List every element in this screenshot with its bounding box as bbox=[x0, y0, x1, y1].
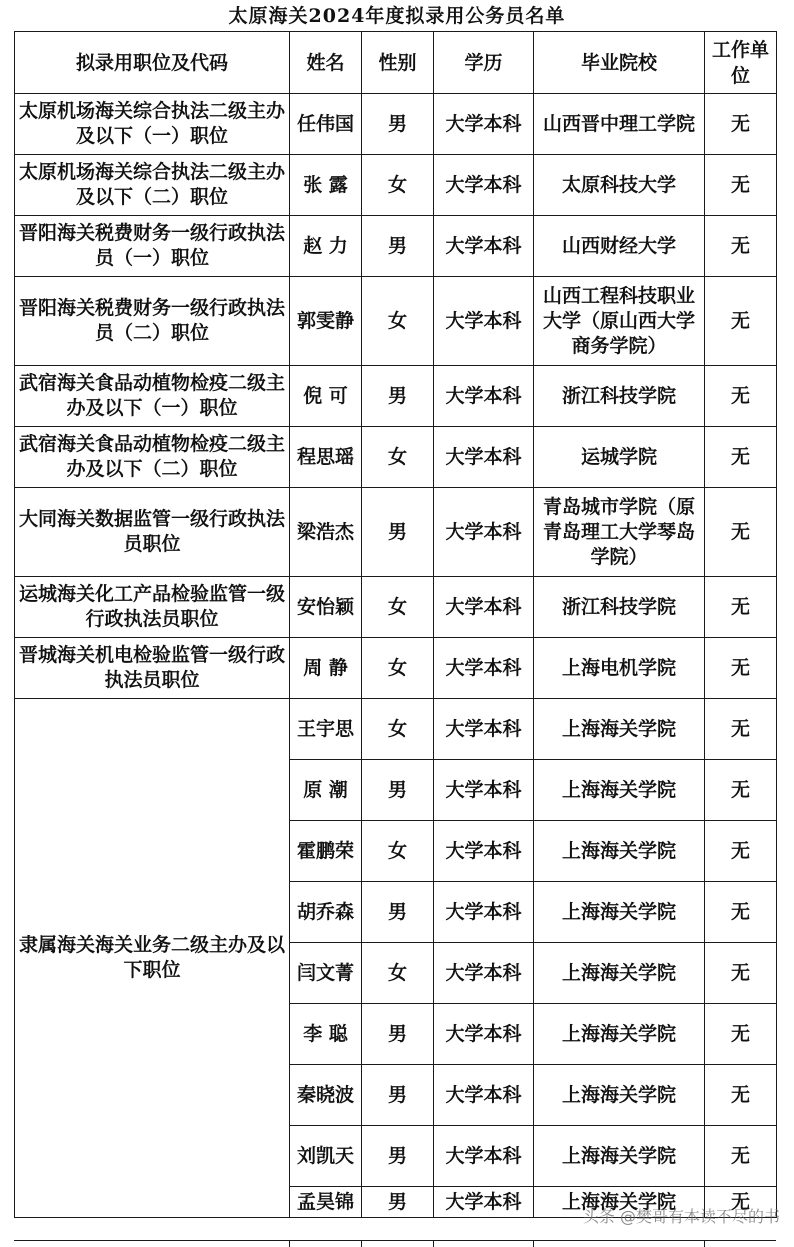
cell-school: 运城学院 bbox=[534, 427, 705, 488]
table-row bbox=[15, 699, 777, 760]
cell-education: 大学本科 bbox=[434, 882, 534, 943]
header-name: 姓名 bbox=[290, 32, 362, 94]
cell-work-unit: 无 bbox=[705, 277, 777, 366]
cell-position: 武宿海关食品动植物检疫二级主办及以下（一）职位 bbox=[15, 366, 290, 427]
cell-position: 晋阳海关税费财务一级行政执法员（一）职位 bbox=[15, 216, 290, 277]
table-row bbox=[15, 155, 777, 216]
cell-work-unit: 无 bbox=[705, 216, 777, 277]
cell-work-unit: 无 bbox=[705, 699, 777, 760]
recruit-table bbox=[14, 31, 777, 1218]
cell-position: 太原机场海关综合执法二级主办及以下（一）职位 bbox=[15, 94, 290, 155]
cell-education: 大学本科 bbox=[434, 638, 534, 699]
cell-school: 上海海关学院 bbox=[534, 821, 705, 882]
cell-work-unit: 无 bbox=[705, 577, 777, 638]
cell-education: 大学本科 bbox=[434, 943, 534, 1004]
cell-name: 梁浩杰 bbox=[290, 488, 362, 577]
cell-school: 浙江科技学院 bbox=[534, 577, 705, 638]
cell-school: 上海电机学院 bbox=[534, 638, 705, 699]
cell-school: 上海海关学院 bbox=[534, 1065, 705, 1126]
cell-school: 上海海关学院 bbox=[534, 760, 705, 821]
cell-gender: 男 bbox=[362, 1126, 434, 1187]
cell-name: 赵 力 bbox=[290, 216, 362, 277]
cell-school: 太原科技大学 bbox=[534, 155, 705, 216]
cell-education: 大学本科 bbox=[434, 699, 534, 760]
cell-work-unit: 无 bbox=[705, 427, 777, 488]
cell-name: 原 潮 bbox=[290, 760, 362, 821]
cell-work-unit: 无 bbox=[705, 94, 777, 155]
cell-school: 上海海关学院 bbox=[534, 882, 705, 943]
cell-gender: 女 bbox=[362, 943, 434, 1004]
cell-gender: 男 bbox=[362, 366, 434, 427]
cell-gender: 男 bbox=[362, 94, 434, 155]
table-row bbox=[15, 488, 777, 577]
cell-position: 晋城海关机电检验监管一级行政执法员职位 bbox=[15, 638, 290, 699]
cell-name: 霍鹏荣 bbox=[290, 821, 362, 882]
cell-education: 大学本科 bbox=[434, 366, 534, 427]
table-row bbox=[15, 216, 777, 277]
cell-name: 李 聪 bbox=[290, 1004, 362, 1065]
cell-work-unit: 无 bbox=[705, 488, 777, 577]
cell-position: 运城海关化工产品检验监管一级行政执法员职位 bbox=[15, 577, 290, 638]
table-row bbox=[15, 277, 777, 366]
cell-education: 大学本科 bbox=[434, 821, 534, 882]
cell-education: 大学本科 bbox=[434, 277, 534, 366]
cell-name: 郭雯静 bbox=[290, 277, 362, 366]
cell-position: 太原机场海关综合执法二级主办及以下（二）职位 bbox=[15, 155, 290, 216]
header-position: 拟录用职位及代码 bbox=[15, 32, 290, 94]
cell-work-unit: 无 bbox=[705, 943, 777, 1004]
cell-gender: 女 bbox=[362, 699, 434, 760]
cell-name: 安怡颖 bbox=[290, 577, 362, 638]
table-row bbox=[15, 577, 777, 638]
cell-name: 闫文菁 bbox=[290, 943, 362, 1004]
table-row bbox=[15, 638, 777, 699]
cell-education: 大学本科 bbox=[434, 1126, 534, 1187]
cell-education: 大学本科 bbox=[434, 216, 534, 277]
header-school: 毕业院校 bbox=[534, 32, 705, 94]
cell-name: 王宇思 bbox=[290, 699, 362, 760]
cell-school: 上海海关学院 bbox=[534, 1187, 705, 1218]
header-work-unit: 工作单位 bbox=[705, 32, 777, 94]
cell-school: 上海海关学院 bbox=[534, 1126, 705, 1187]
table-header-row bbox=[15, 32, 777, 94]
cell-gender: 女 bbox=[362, 155, 434, 216]
cell-name: 刘凯天 bbox=[290, 1126, 362, 1187]
cell-gender: 女 bbox=[362, 577, 434, 638]
cell-education: 大学本科 bbox=[434, 577, 534, 638]
cell-gender: 男 bbox=[362, 216, 434, 277]
cell-name: 程思瑶 bbox=[290, 427, 362, 488]
document-title: 太原海关2024年度拟录用公务员名单 bbox=[228, 5, 566, 27]
cell-education: 大学本科 bbox=[434, 488, 534, 577]
cell-school: 山西工程科技职业大学（原山西大学商务学院） bbox=[534, 277, 705, 366]
cell-work-unit: 无 bbox=[705, 1065, 777, 1126]
cell-group-position: 隶属海关海关业务二级主办及以下职位 bbox=[15, 699, 290, 1218]
header-education: 学历 bbox=[434, 32, 534, 94]
cell-gender: 男 bbox=[362, 1065, 434, 1126]
cell-gender: 女 bbox=[362, 427, 434, 488]
cell-education: 大学本科 bbox=[434, 155, 534, 216]
cell-gender: 男 bbox=[362, 1187, 434, 1218]
cell-school: 青岛城市学院（原青岛理工大学琴岛学院） bbox=[534, 488, 705, 577]
cell-work-unit: 无 bbox=[705, 366, 777, 427]
cell-education: 大学本科 bbox=[434, 94, 534, 155]
cell-position: 大同海关数据监管一级行政执法员职位 bbox=[15, 488, 290, 577]
cell-gender: 女 bbox=[362, 821, 434, 882]
table-row bbox=[15, 366, 777, 427]
cell-education: 大学本科 bbox=[434, 427, 534, 488]
cell-education: 大学本科 bbox=[434, 1187, 534, 1218]
cell-school: 上海海关学院 bbox=[534, 943, 705, 1004]
cell-name: 周 静 bbox=[290, 638, 362, 699]
cell-education: 大学本科 bbox=[434, 1065, 534, 1126]
cell-name: 胡乔森 bbox=[290, 882, 362, 943]
cell-work-unit: 无 bbox=[705, 155, 777, 216]
cell-gender: 女 bbox=[362, 277, 434, 366]
cell-school: 上海海关学院 bbox=[534, 1004, 705, 1065]
cell-work-unit: 无 bbox=[705, 1187, 777, 1218]
cell-school: 山西财经大学 bbox=[534, 216, 705, 277]
cell-education: 大学本科 bbox=[434, 760, 534, 821]
cell-work-unit: 无 bbox=[705, 1004, 777, 1065]
cell-education: 大学本科 bbox=[434, 1004, 534, 1065]
table-row bbox=[15, 94, 777, 155]
cell-work-unit: 无 bbox=[705, 638, 777, 699]
cell-work-unit: 无 bbox=[705, 1126, 777, 1187]
cell-gender: 男 bbox=[362, 882, 434, 943]
cell-work-unit: 无 bbox=[705, 821, 777, 882]
cell-name: 任伟国 bbox=[290, 94, 362, 155]
cell-gender: 女 bbox=[362, 638, 434, 699]
cell-name: 倪 可 bbox=[290, 366, 362, 427]
watermark: 头条 @樊哥有本读不尽的书 bbox=[582, 1207, 780, 1226]
cell-position: 晋阳海关税费财务一级行政执法员（二）职位 bbox=[15, 277, 290, 366]
cell-position: 武宿海关食品动植物检疫二级主办及以下（二）职位 bbox=[15, 427, 290, 488]
cell-name: 孟昊锦 bbox=[290, 1187, 362, 1218]
cell-gender: 男 bbox=[362, 1004, 434, 1065]
cell-gender: 男 bbox=[362, 488, 434, 577]
cell-work-unit: 无 bbox=[705, 882, 777, 943]
cell-school: 浙江科技学院 bbox=[534, 366, 705, 427]
cell-school: 山西晋中理工学院 bbox=[534, 94, 705, 155]
cell-work-unit: 无 bbox=[705, 760, 777, 821]
cell-school: 上海海关学院 bbox=[534, 699, 705, 760]
cell-gender: 男 bbox=[362, 760, 434, 821]
header-gender: 性别 bbox=[362, 32, 434, 94]
cell-name: 秦晓波 bbox=[290, 1065, 362, 1126]
cell-name: 张 露 bbox=[290, 155, 362, 216]
table-row bbox=[15, 427, 777, 488]
